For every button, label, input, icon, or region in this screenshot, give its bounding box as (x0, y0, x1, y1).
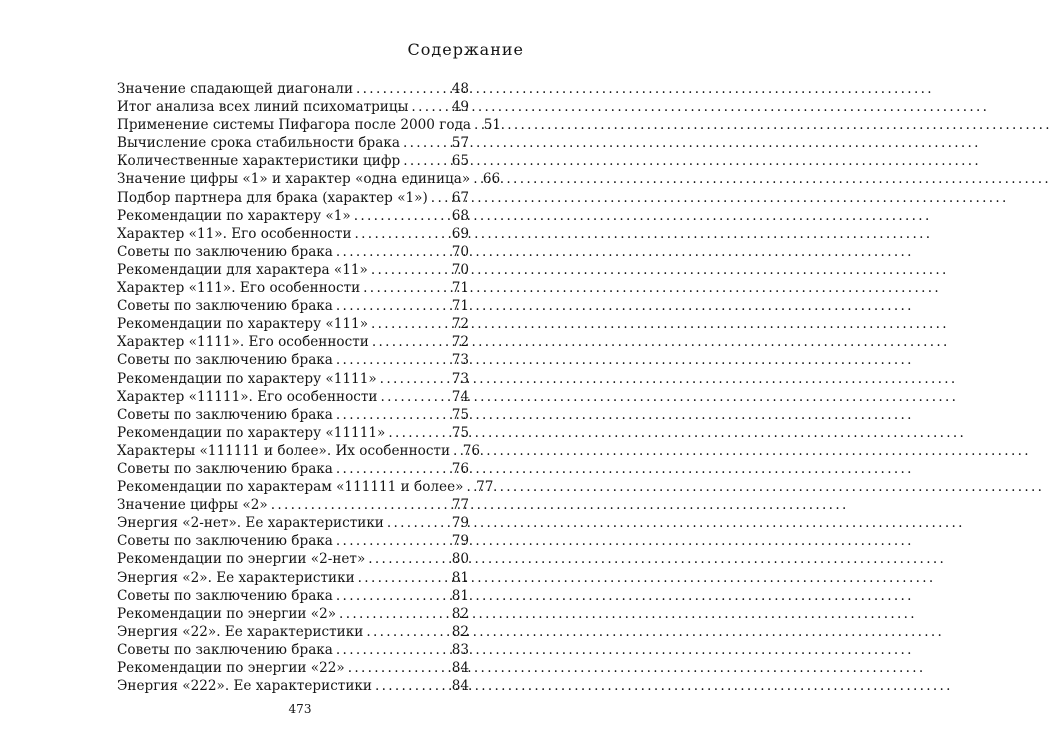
toc-entry (117, 442, 481, 460)
toc-entry (117, 351, 469, 369)
dot-leader (366, 623, 448, 641)
toc-entry-title: Энергия «2». Ее характеристики (117, 569, 355, 586)
toc-entry (117, 370, 469, 388)
dot-leader (466, 478, 472, 496)
toc-entry-page: 82 (451, 623, 469, 640)
dot-leader (368, 550, 448, 568)
toc-entry-page: 67 (451, 189, 469, 206)
toc-entry-page: 75 (451, 424, 469, 441)
toc-entry (117, 496, 469, 514)
toc-entry (117, 623, 469, 641)
toc-entry-page: 76 (451, 460, 469, 477)
dot-leader (371, 261, 448, 279)
toc-entry (117, 297, 469, 315)
toc-entry-title: Применение системы Пифагора после 2000 года (117, 117, 472, 134)
dot-leader (336, 243, 448, 261)
toc-entry-page: 70 (451, 243, 469, 260)
toc-entry-title: Характер «11». Его особенности (117, 225, 352, 242)
toc-entry-page: 69 (451, 225, 469, 242)
dot-leader (372, 333, 448, 351)
dot-leader (371, 315, 448, 333)
toc-entry-page: 48 (451, 81, 469, 97)
toc-entry-title: Советы по заключению брака (117, 641, 333, 658)
toc-entry (117, 406, 469, 424)
toc-entry (117, 478, 494, 496)
toc-entry (117, 279, 469, 297)
toc-entry-page: 72 (451, 316, 469, 333)
toc-entry-page: 71 (451, 280, 469, 297)
toc-entry-page: 57 (451, 135, 469, 152)
toc-entry (117, 207, 469, 225)
toc-entry-page: 68 (451, 207, 469, 224)
toc-entry (117, 333, 469, 351)
toc-entry (117, 424, 469, 442)
dot-leader (336, 641, 448, 659)
toc-entry-title: Значение цифры «1» и характер «одна единица» (117, 171, 471, 188)
toc-entry-title: Рекомендации по энергии «2» (117, 605, 337, 622)
toc-entry-page: 70 (451, 261, 469, 278)
dot-leader (403, 134, 448, 152)
toc-entry-page: 74 (451, 388, 469, 405)
toc-entry-title: Характер «111». Его особенности (117, 280, 361, 297)
toc-entry-page: 80 (451, 551, 469, 568)
toc-entry-title: Рекомендации по характерам «111111 и более» (117, 479, 464, 496)
dot-leader (387, 514, 448, 532)
toc-entry-page: 75 (451, 406, 469, 423)
dot-leader (354, 207, 448, 225)
toc-entry (117, 116, 502, 134)
toc-entry (117, 659, 469, 677)
toc-entry-page: 84 (451, 660, 469, 676)
toc-entry (117, 170, 501, 188)
toc-entry-page: 71 (451, 298, 469, 315)
toc-entry-title: Рекомендации по характеру «11111» (117, 424, 386, 441)
dot-leader (411, 98, 448, 116)
toc-entry-page: 79 (451, 533, 469, 550)
dot-leader (363, 279, 448, 297)
toc-entry (117, 460, 469, 478)
toc-entry-page: 79 (451, 515, 469, 532)
toc-entry (117, 605, 469, 623)
toc-entry-title: Рекомендации для характера «11» (117, 261, 368, 278)
dot-leader (356, 80, 448, 98)
toc-entry (117, 514, 469, 532)
toc-entry-title: Советы по заключению брака (117, 352, 333, 369)
dot-leader (453, 442, 459, 460)
table-of-contents (117, 80, 502, 695)
toc-entry (117, 532, 469, 550)
toc-entry (117, 80, 469, 98)
toc-entry-page: 65 (451, 153, 469, 170)
toc-entry-page: 81 (451, 569, 469, 586)
toc-entry (117, 98, 469, 116)
toc-entry-title: Энергия «22». Ее характеристики (117, 623, 364, 640)
toc-entry (117, 134, 469, 152)
toc-entry (117, 225, 469, 243)
toc-entry-page: 83 (451, 641, 469, 658)
toc-entry-page: 77 (476, 479, 494, 496)
dot-leader (473, 170, 479, 188)
toc-entry (117, 641, 469, 659)
toc-entry-title: Значение цифры «2» (117, 497, 268, 514)
toc-entry-title: Рекомендации по характеру «1111» (117, 370, 377, 387)
toc-entry-page: 73 (451, 370, 469, 387)
page-number: 473 (288, 702, 312, 716)
toc-entry (117, 550, 469, 568)
toc-entry-title: Итог анализа всех линий психоматрицы (117, 99, 409, 116)
toc-entry (117, 315, 469, 333)
toc-entry (117, 152, 469, 170)
toc-entry-title: Характеры «111111 и более». Их особенности (117, 442, 451, 459)
dot-leader (355, 225, 448, 243)
toc-entry-title: Количественные характеристики цифр (117, 153, 401, 170)
toc-entry (117, 677, 469, 695)
toc-entry-page: 76 (462, 442, 481, 459)
toc-entry-title: Рекомендации по энергии «22» (117, 660, 345, 676)
toc-entry-title: Характер «1111». Его особенности (117, 334, 369, 351)
dot-leader (474, 116, 480, 134)
toc-entry-page: 84 (451, 678, 469, 695)
toc-entry-title: Советы по заключению брака (117, 298, 333, 315)
toc-entry-title: Советы по заключению брака (117, 460, 333, 477)
dot-leader (358, 569, 448, 587)
toc-entry (117, 243, 469, 261)
toc-entry-title: Рекомендации по энергии «2-нет» (117, 551, 366, 568)
toc-entry (117, 261, 469, 279)
toc-entry-title: Энергия «222». Ее характеристики (117, 678, 372, 695)
dot-leader (336, 351, 448, 369)
toc-entry-title: Подбор партнера для брака (характер «1») (117, 189, 428, 206)
dot-leader (403, 152, 448, 170)
dot-leader (375, 677, 448, 695)
toc-entry (117, 569, 469, 587)
dot-leader (380, 370, 448, 388)
dot-leader (271, 496, 448, 514)
toc-entry-title: Советы по заключению брака (117, 406, 333, 423)
running-header: Содержание (407, 40, 524, 59)
dot-leader (431, 189, 448, 207)
dot-leader (336, 532, 448, 550)
toc-entry-title: Советы по заключению брака (117, 533, 333, 550)
toc-entry-page: 77 (451, 497, 469, 514)
toc-entry (117, 587, 469, 605)
toc-entry-title: Советы по заключению брака (117, 243, 333, 260)
toc-entry-title: Вычисление срока стабильности брака (117, 135, 400, 152)
toc-entry-title: Советы по заключению брака (117, 587, 333, 604)
toc-entry (117, 388, 469, 406)
toc-entry-title: Рекомендации по характеру «111» (117, 316, 369, 333)
toc-entry-page: 82 (451, 605, 469, 622)
toc-entry-page: 66 (482, 171, 501, 188)
toc-entry-page: 81 (451, 587, 469, 604)
dot-leader (336, 297, 448, 315)
dot-leader (380, 388, 448, 406)
toc-entry-title: Значение спадающей диагонали (117, 81, 354, 97)
dot-leader (339, 605, 448, 623)
toc-entry-page: 49 (451, 99, 469, 116)
toc-entry-page: 51 (483, 117, 502, 134)
toc-entry-title: Энергия «2-нет». Ее характеристики (117, 515, 384, 532)
toc-entry-title: Характер «11111». Его особенности (117, 388, 378, 405)
dot-leader (348, 659, 448, 677)
toc-entry-page: 72 (451, 334, 469, 351)
toc-entry-page: 73 (451, 352, 469, 369)
toc-entry (117, 189, 469, 207)
dot-leader (336, 587, 448, 605)
dot-leader (336, 406, 448, 424)
dot-leader (388, 424, 448, 442)
dot-leader (336, 460, 448, 478)
toc-entry-title: Рекомендации по характеру «1» (117, 207, 351, 224)
